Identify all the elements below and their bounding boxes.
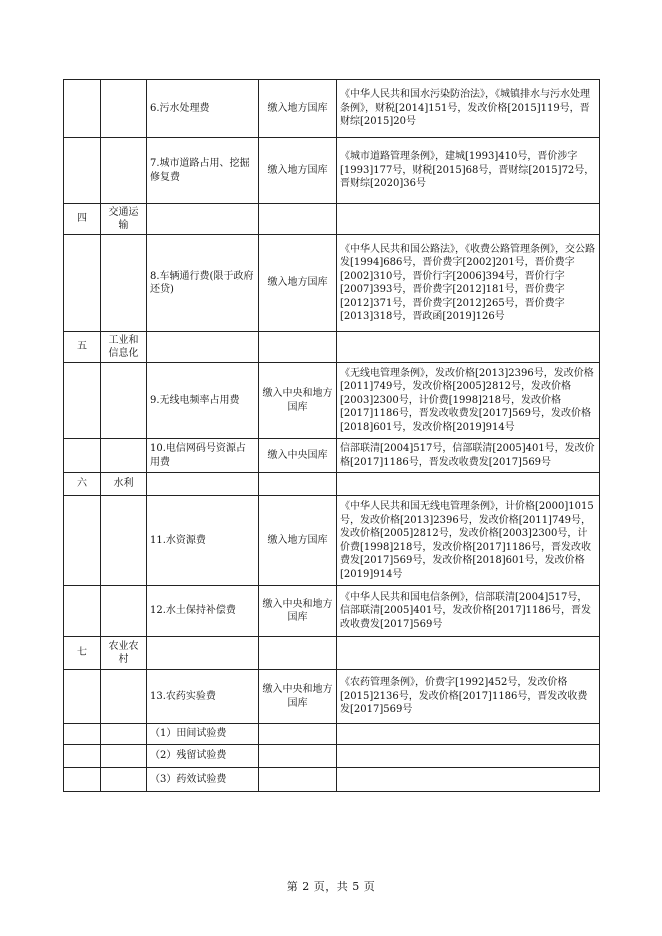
fee-basis bbox=[337, 724, 600, 745]
fee-destination bbox=[259, 204, 337, 235]
fee-name bbox=[147, 332, 259, 363]
fee-basis: 《无线电管理条例》，发改价格[2013]2396号，发改价格[2011]749号，发改价格[2005]2812号，发改价格[2003]2300号，计价费[1998]218号，发改价格[2017]1186号，晋发改收费发[2017]569号，发改价格[2018]601号，发改价格[2019]914号 bbox=[337, 363, 600, 439]
fee-table bbox=[63, 79, 600, 792]
table-row bbox=[64, 80, 600, 138]
fee-basis: 信部联清[2004]517号，信部联清[2005]401号，发改价格[2017]1186号，晋发改收费发[2017]569号 bbox=[337, 439, 600, 473]
fee-basis bbox=[337, 332, 600, 363]
fee-basis: 《农药管理条例》，价费字[1992]452号，发改价格[2015]2136号，发改价格[2017]1186号，晋发改收费发[2017]569号 bbox=[337, 670, 600, 724]
fee-name: 6.污水处理费 bbox=[147, 80, 259, 138]
fee-name: 13.农药实验费 bbox=[147, 670, 259, 724]
row-category bbox=[101, 586, 147, 637]
fee-name: （1）田间试验费 bbox=[147, 724, 259, 745]
page-number: 第 2 页，共 5 页 bbox=[286, 880, 376, 893]
row-number bbox=[64, 724, 101, 745]
table-row bbox=[64, 586, 600, 637]
fee-name: （3）药效试验费 bbox=[147, 768, 259, 792]
fee-destination: 缴入地方国库 bbox=[259, 138, 337, 204]
row-category bbox=[101, 439, 147, 473]
table-row bbox=[64, 332, 600, 363]
fee-destination: 缴入地方国库 bbox=[259, 235, 337, 332]
table-row bbox=[64, 473, 600, 496]
table-row bbox=[64, 670, 600, 724]
table-row bbox=[64, 724, 600, 745]
fee-name: 8.车辆通行费(限于政府还贷) bbox=[147, 235, 259, 332]
fee-name bbox=[147, 204, 259, 235]
table-row bbox=[64, 138, 600, 204]
fee-name bbox=[147, 473, 259, 496]
row-number: 五 bbox=[64, 332, 101, 363]
row-category bbox=[101, 670, 147, 724]
fee-destination: 缴入中央国库 bbox=[259, 439, 337, 473]
row-number: 六 bbox=[64, 473, 101, 496]
fee-basis: 《中华人民共和国电信条例》，信部联清[2004]517号，信部联清[2005]401号，发改价格[2017]1186号，晋发改收费发[2017]569号 bbox=[337, 586, 600, 637]
fee-basis: 《中华人民共和国公路法》，《收费公路管理条例》，交公路发[1994]686号，晋价费字[2002]201号，晋价费字[2002]310号，晋价行字[2006]394号，晋价行字[2007]393号，晋价费字[2012]181号，晋价费字[2012]371号，晋价费字[2012]265号，晋价费字[2013]318号，晋政函[2019]126号 bbox=[337, 235, 600, 332]
row-category bbox=[101, 80, 147, 138]
fee-name bbox=[147, 637, 259, 670]
row-category bbox=[101, 363, 147, 439]
table-row bbox=[64, 235, 600, 332]
fee-basis bbox=[337, 745, 600, 768]
row-category: 农业农村 bbox=[101, 637, 147, 670]
fee-basis: 《中华人民共和国水污染防治法》，《城镇排水与污水处理条例》，财税[2014]151号，发改价格[2015]119号，晋财综[2015]20号 bbox=[337, 80, 600, 138]
row-category bbox=[101, 496, 147, 586]
fee-destination: 缴入中央和地方国库 bbox=[259, 363, 337, 439]
row-number bbox=[64, 363, 101, 439]
row-number bbox=[64, 586, 101, 637]
fee-destination: 缴入中央和地方国库 bbox=[259, 670, 337, 724]
row-number bbox=[64, 439, 101, 473]
fee-destination bbox=[259, 768, 337, 792]
fee-basis bbox=[337, 768, 600, 792]
table-row bbox=[64, 637, 600, 670]
fee-destination bbox=[259, 332, 337, 363]
fee-basis bbox=[337, 204, 600, 235]
fee-destination: 缴入地方国库 bbox=[259, 496, 337, 586]
fee-table-body bbox=[64, 80, 600, 792]
fee-basis: 《中华人民共和国无线电管理条例》，计价格[2000]1015号，发改价格[2013]2396号，发改价格[2011]749号，发改价格[2005]2812号，发改价格[2003]2300号，计价费[1998]218号，发改价格[2017]1186号，晋发改收费发[2017]569号，发改价格[2018]601号，发改价格[2019]914号 bbox=[337, 496, 600, 586]
row-category bbox=[101, 768, 147, 792]
row-category bbox=[101, 724, 147, 745]
fee-name: 12.水土保持补偿费 bbox=[147, 586, 259, 637]
row-number bbox=[64, 138, 101, 204]
fee-destination: 缴入地方国库 bbox=[259, 80, 337, 138]
fee-destination: 缴入中央和地方国库 bbox=[259, 586, 337, 637]
row-category: 水利 bbox=[101, 473, 147, 496]
row-category: 工业和信息化 bbox=[101, 332, 147, 363]
fee-destination bbox=[259, 724, 337, 745]
fee-destination bbox=[259, 473, 337, 496]
row-category bbox=[101, 235, 147, 332]
fee-basis: 《城市道路管理条例》，建城[1993]410号，晋价涉字[1993]177号，财税[2015]68号，晋财综[2015]72号，晋财综[2020]36号 bbox=[337, 138, 600, 204]
fee-name: 10.电信网码号资源占用费 bbox=[147, 439, 259, 473]
row-number bbox=[64, 768, 101, 792]
row-number: 四 bbox=[64, 204, 101, 235]
row-category bbox=[101, 745, 147, 768]
table-row bbox=[64, 768, 600, 792]
row-category: 交通运输 bbox=[101, 204, 147, 235]
row-number bbox=[64, 235, 101, 332]
table-row bbox=[64, 204, 600, 235]
table-row bbox=[64, 745, 600, 768]
fee-name: （2）残留试验费 bbox=[147, 745, 259, 768]
row-category bbox=[101, 138, 147, 204]
table-row bbox=[64, 439, 600, 473]
fee-basis bbox=[337, 637, 600, 670]
row-number bbox=[64, 670, 101, 724]
fee-name: 7.城市道路占用、挖掘修复费 bbox=[147, 138, 259, 204]
row-number bbox=[64, 80, 101, 138]
fee-name: 11.水资源费 bbox=[147, 496, 259, 586]
fee-name: 9.无线电频率占用费 bbox=[147, 363, 259, 439]
row-number bbox=[64, 496, 101, 586]
row-number: 七 bbox=[64, 637, 101, 670]
row-number bbox=[64, 745, 101, 768]
fee-destination bbox=[259, 745, 337, 768]
fee-destination bbox=[259, 637, 337, 670]
fee-basis bbox=[337, 473, 600, 496]
table-row bbox=[64, 496, 600, 586]
table-row bbox=[64, 363, 600, 439]
